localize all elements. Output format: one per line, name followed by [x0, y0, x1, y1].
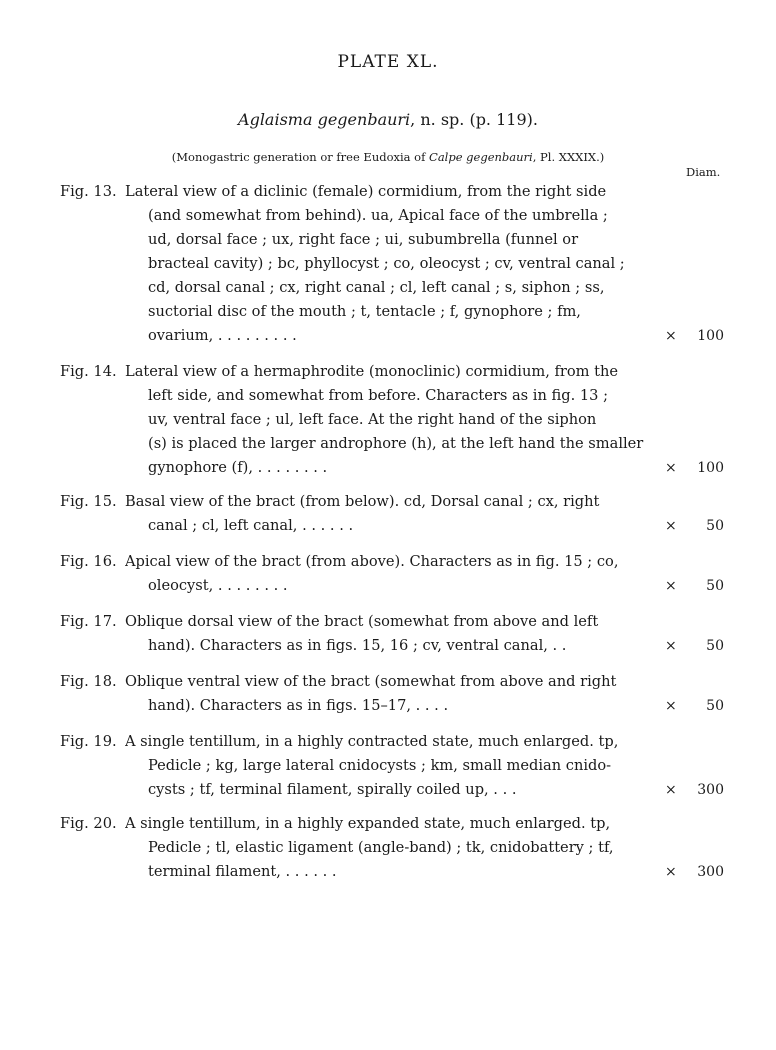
- times-symbol: ×: [665, 864, 677, 880]
- magnification-value: 300: [697, 864, 724, 880]
- description-line: (s) is placed the larger androphore (h), at the left hand the smaller: [148, 435, 644, 452]
- description-line: hand). Characters as in figs. 15, 16 ; cv, ventral canal, . .: [148, 637, 567, 654]
- magnification-value: 50: [706, 698, 724, 714]
- subtitle-species-name: Calpe gegenbauri: [429, 150, 533, 164]
- magnification-value: 100: [697, 328, 724, 344]
- description-line: Pedicle ; kg, large lateral cnidocysts ; km, small median cnido-: [148, 757, 612, 774]
- figure-description: [125, 812, 705, 884]
- description-line: bracteal cavity) ; bc, phyllocyst ; co, oleocyst ; cv, ventral canal ;: [148, 255, 625, 272]
- description-line: cd, dorsal canal ; cx, right canal ; cl, left canal ; s, siphon ; ss,: [148, 279, 605, 296]
- species-heading: [0, 110, 776, 129]
- description-line: terminal filament, . . . . . .: [148, 863, 337, 880]
- description-line: suctorial disc of the mouth ; t, tentacle ; f, gynophore ; fm,: [148, 303, 581, 320]
- description-line: (and somewhat from behind). ua, Apical face of the umbrella ;: [148, 207, 608, 224]
- figure-entry: [60, 610, 730, 660]
- species-suffix: , n. sp. (p. 119).: [410, 110, 538, 129]
- figure-description: [125, 490, 705, 538]
- description-line: Oblique dorsal view of the bract (somewhat from above and left: [125, 613, 599, 630]
- figure-description: [125, 730, 705, 802]
- figure-entry: [60, 812, 730, 886]
- description-line: Apical view of the bract (from above). Characters as in fig. 15 ; co,: [125, 553, 619, 570]
- times-symbol: ×: [665, 638, 677, 654]
- plate-subtitle: [0, 150, 776, 164]
- description-line: A single tentillum, in a highly contracted state, much enlarged. tp,: [125, 733, 619, 750]
- magnification-value: 100: [697, 460, 724, 476]
- magnification-value: 50: [706, 518, 724, 534]
- times-symbol: ×: [665, 698, 677, 714]
- subtitle-prefix: (Monogastric generation or free Eudoxia of: [171, 150, 430, 164]
- subtitle-suffix: , Pl. XXXIX.): [532, 150, 605, 164]
- description-line: ud, dorsal face ; ux, right face ; ui, subumbrella (funnel or: [148, 231, 579, 248]
- times-symbol: ×: [665, 578, 677, 594]
- times-symbol: ×: [665, 460, 677, 476]
- figure-entry: [60, 550, 730, 600]
- magnification-value: 50: [706, 638, 724, 654]
- description-line: uv, ventral face ; ul, left face. At the right hand of the siphon: [148, 411, 597, 428]
- figure-label: Fig. 13.: [60, 183, 117, 200]
- figure-label: Fig. 15.: [60, 493, 117, 510]
- figure-label: Fig. 18.: [60, 673, 117, 690]
- description-line: Lateral view of a hermaphrodite (monoclinic) cormidium, from the: [125, 363, 619, 380]
- description-line: oleocyst, . . . . . . . .: [148, 577, 288, 594]
- figure-entry: [60, 670, 730, 720]
- figure-label: Fig. 17.: [60, 613, 117, 630]
- description-line: Basal view of the bract (from below). cd, Dorsal canal ; cx, right: [125, 493, 600, 510]
- figure-description: [125, 550, 705, 598]
- description-line: cysts ; tf, terminal filament, spirally coiled up, . . .: [148, 781, 517, 798]
- figure-description: [125, 180, 705, 348]
- description-line: Lateral view of a diclinic (female) cormidium, from the right side: [125, 183, 607, 200]
- magnification-value: 50: [706, 578, 724, 594]
- figure-entry: [60, 730, 730, 804]
- figure-label: Fig. 20.: [60, 815, 117, 832]
- magnification-value: 300: [697, 782, 724, 798]
- figure-label: Fig. 14.: [60, 363, 117, 380]
- description-line: ovarium, . . . . . . . . .: [148, 327, 297, 344]
- diam-column-header: Diam.: [686, 165, 721, 179]
- description-line: left side, and somewhat from before. Characters as in fig. 13 ;: [148, 387, 608, 404]
- figure-entry: [60, 360, 730, 482]
- times-symbol: ×: [665, 518, 677, 534]
- plate-title: PLATE XL.: [337, 52, 439, 72]
- figure-description: [125, 360, 705, 480]
- times-symbol: ×: [665, 782, 677, 798]
- figure-entry: [60, 180, 730, 350]
- times-symbol: ×: [665, 328, 677, 344]
- description-line: hand). Characters as in figs. 15–17, . . . .: [148, 697, 449, 714]
- figure-entry: [60, 490, 730, 540]
- description-line: gynophore (f), . . . . . . . .: [148, 459, 328, 476]
- description-line: A single tentillum, in a highly expanded state, much enlarged. tp,: [125, 815, 611, 832]
- species-name: Aglaisma gegenbauri: [238, 110, 411, 129]
- figure-label: Fig. 19.: [60, 733, 117, 750]
- figure-description: [125, 610, 705, 658]
- figure-description: [125, 670, 705, 718]
- description-line: canal ; cl, left canal, . . . . . .: [148, 517, 354, 534]
- description-line: Pedicle ; tl, elastic ligament (angle-band) ; tk, cnidobattery ; tf,: [148, 839, 614, 856]
- figure-label: Fig. 16.: [60, 553, 117, 570]
- description-line: Oblique ventral view of the bract (somewhat from above and right: [125, 673, 617, 690]
